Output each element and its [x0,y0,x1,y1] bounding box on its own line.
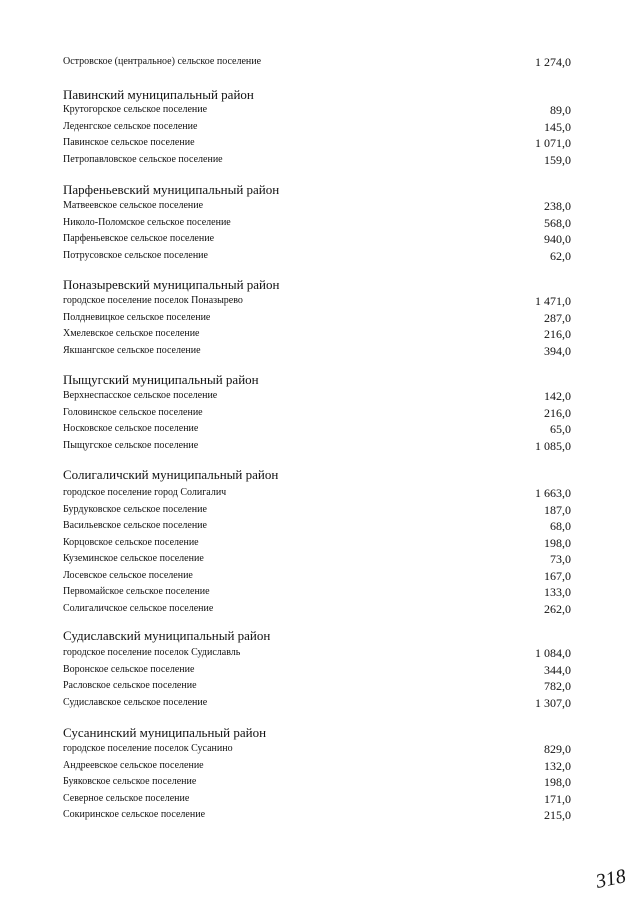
settlement-value: 829,0 [544,742,571,756]
top-row [63,54,583,70]
settlement-value: 198,0 [544,775,571,789]
settlement-name: Расловское сельское поселение [63,680,197,691]
settlement-name: Головинское сельское поселение [63,406,203,418]
settlement-row [63,807,583,823]
settlement-name: Леденгское сельское поселение [63,120,198,132]
settlement-value: 167,0 [544,568,571,583]
settlement-value: 238,0 [544,199,571,213]
settlement-name: Крутогорское сельское поселение [63,104,208,115]
settlement-row [63,758,583,774]
settlement-value: 287,0 [544,310,571,325]
settlement-name: Павинское сельское поселение [63,137,195,148]
settlement-name: городское поселение поселок Сусанино [63,743,233,754]
settlement-row [63,388,583,404]
settlement-name: Северное сельское поселение [63,792,190,804]
settlement-row [63,310,583,326]
settlement-name: Пыщугское сельское поселение [63,439,199,451]
settlement-value: 142,0 [544,389,571,403]
settlement-name: городское поселение город Солигалич [63,487,227,498]
settlement-name: Островское (центральное) сельское поселение [63,56,262,67]
district-heading: Солигаличский муниципальный район [63,467,279,482]
settlement-row [63,741,583,757]
settlement-name: Потрусовское сельское поселение [63,249,208,261]
settlement-value: 1 663,0 [535,486,571,500]
settlement-value: 216,0 [544,405,571,420]
settlement-row [63,215,583,231]
settlement-row [63,293,583,309]
settlement-value: 1 085,0 [535,438,571,453]
settlement-name: Парфеньевское сельское поселение [63,233,215,244]
settlement-row [63,535,583,551]
settlement-name: Васильевское сельское поселение [63,520,207,531]
settlement-row [63,645,583,661]
district-heading: Судиславский муниципальный район [63,628,271,643]
settlement-name: Воронское сельское поселение [63,663,195,675]
settlement-row [63,774,583,790]
settlement-value: 940,0 [544,232,571,246]
settlement-name: Лосевское сельское поселение [63,569,193,581]
settlement-row [63,438,583,454]
settlement-row [63,568,583,584]
district-heading: Павинский муниципальный район [63,87,254,102]
settlement-row [63,421,583,437]
page-number: 318 [593,865,628,893]
settlement-value: 68,0 [550,519,571,533]
settlement-row [63,135,583,151]
settlement-value: 215,0 [544,808,571,822]
settlement-value: 65,0 [550,422,571,436]
settlement-value: 187,0 [544,502,571,517]
settlement-value: 1 471,0 [535,294,571,308]
settlement-value: 344,0 [544,662,571,677]
settlement-value: 1 084,0 [535,646,571,660]
settlement-name: Андреевское сельское поселение [63,759,204,771]
district-heading: Парфеньевский муниципальный район [63,182,280,197]
settlement-row [63,231,583,247]
settlement-row [63,601,583,617]
settlement-name: Хмелевское сельское поселение [63,328,200,339]
settlement-row [63,152,583,168]
settlement-row [63,584,583,600]
settlement-row [63,198,583,214]
settlement-value: 132,0 [544,758,571,773]
settlement-value: 1 274,0 [535,55,571,69]
settlement-value: 568,0 [544,215,571,230]
settlement-name: Носковское сельское поселение [63,423,199,434]
settlement-row [63,662,583,678]
settlement-value: 133,0 [544,585,571,599]
settlement-value: 145,0 [544,119,571,134]
settlement-value: 1 307,0 [535,695,571,710]
settlement-row [63,405,583,421]
settlement-value: 73,0 [550,552,571,566]
settlement-name: Петропавловское сельское поселение [63,153,223,165]
settlement-row [63,119,583,135]
settlement-name: Корцовское сельское поселение [63,536,199,548]
settlement-name: Верхнеспасское сельское поселение [63,390,218,401]
district-heading: Сусанинский муниципальный район [63,725,267,740]
settlement-row [63,502,583,518]
settlement-value: 262,0 [544,601,571,616]
settlement-value: 394,0 [544,343,571,358]
settlement-row [63,791,583,807]
district-heading: Поназыревский муниципальный район [63,277,280,292]
settlement-row [63,343,583,359]
settlement-value: 171,0 [544,791,571,806]
settlement-name: Сокиринское сельское поселение [63,809,206,820]
settlement-name: Солигаличское сельское поселение [63,602,214,614]
settlement-value: 62,0 [550,248,571,263]
settlement-name: Николо-Поломское сельское поселение [63,216,231,228]
settlement-name: Буяковское сельское поселение [63,776,197,787]
settlement-name: Якшангское сельское поселение [63,344,201,356]
settlement-value: 216,0 [544,327,571,341]
settlement-name: городское поселение поселок Поназырево [63,295,243,306]
settlement-row [63,248,583,264]
settlement-value: 198,0 [544,535,571,550]
settlement-row [63,518,583,534]
settlement-name: Бурдуковское сельское поселение [63,503,207,515]
settlement-name: Матвеевское сельское поселение [63,200,204,211]
settlement-value: 89,0 [550,103,571,117]
settlement-name: городское поселение поселок Судиславль [63,647,241,658]
settlement-row [63,326,583,342]
settlement-row [63,102,583,118]
settlement-name: Первомайское сельское поселение [63,586,210,597]
settlement-value: 1 071,0 [535,136,571,150]
settlement-row [63,551,583,567]
settlement-name: Куземинское сельское поселение [63,553,204,564]
settlement-name: Судиславское сельское поселение [63,696,208,708]
settlement-row [63,485,583,501]
settlement-value: 159,0 [544,152,571,167]
settlement-row [63,695,583,711]
district-heading: Пыщугский муниципальный район [63,372,259,387]
settlement-row [63,678,583,694]
settlement-name: Полдневицкое сельское поселение [63,311,211,323]
settlement-value: 782,0 [544,679,571,693]
